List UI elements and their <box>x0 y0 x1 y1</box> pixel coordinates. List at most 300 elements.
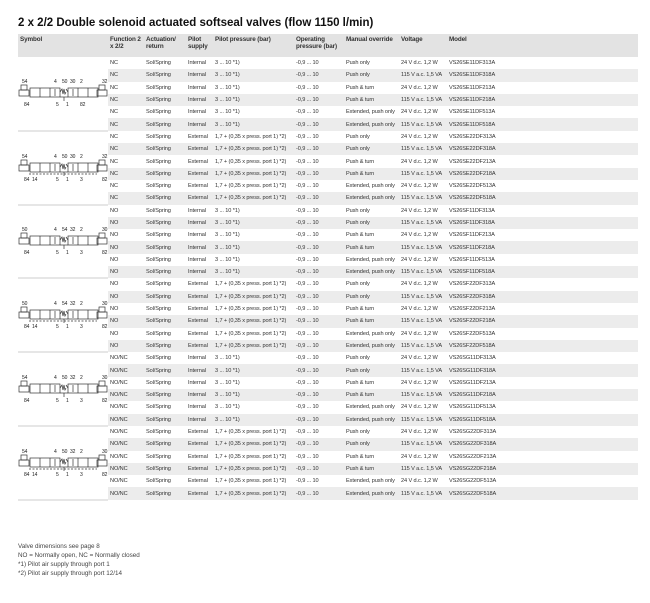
header-actuation: Actuation/ return <box>144 34 186 57</box>
cell-function: NC <box>108 168 144 180</box>
cell-voltage: 115 V a.c. 1,5 VA <box>399 69 447 81</box>
cell-pilot-pressure: 1,7 + (0,35 x press. port 1) *2) <box>213 438 294 450</box>
cell-pilot-supply: Internal <box>188 60 206 67</box>
port-label: 82 <box>102 324 108 331</box>
cell-pilot-pressure: 3 ... 10 *1) <box>213 94 294 106</box>
cell-manual-override: Push & turn <box>346 84 375 91</box>
cell-function: NO/NC <box>110 379 128 386</box>
cell-operating-pressure: -0,9 ... 10 <box>294 340 344 352</box>
cell-operating-pressure: -0,9 ... 10 <box>294 118 344 130</box>
port-label: 32 <box>70 448 76 455</box>
cell-manual-override: Push & turn <box>344 94 399 106</box>
cell-model: VS26SG22DF518A <box>447 487 638 499</box>
valve-symbol-icon <box>18 371 108 405</box>
cell-pilot-pressure: 3 ... 10 *1) <box>215 404 240 411</box>
cell-pilot-pressure: 3 ... 10 *1) <box>213 414 294 426</box>
header-voltage: Voltage <box>399 34 447 57</box>
cell-actuation: Sol/Spring <box>146 478 171 485</box>
cell-actuation: Sol/Spring <box>146 60 171 67</box>
valve-symbol-icon <box>18 150 108 184</box>
table-row <box>18 229 638 241</box>
cell-manual-override: Extended, push only <box>346 183 395 190</box>
port-label: 54 <box>22 153 28 160</box>
table-row <box>18 155 638 167</box>
cell-model: VS26SG22DF213A <box>449 453 497 460</box>
port-label: 50 <box>62 79 68 86</box>
cell-voltage: 115 V a.c. 1,5 VA <box>399 340 447 352</box>
cell-actuation: Sol/Spring <box>144 69 186 81</box>
valve-symbol-icon <box>18 75 108 109</box>
cell-model: VS26SG22DF218A <box>447 463 638 475</box>
cell-pilot-pressure: 1,7 + (0,35 x press. port 1) *2) <box>215 133 287 140</box>
cell-pilot-supply: Internal <box>188 404 206 411</box>
table-row <box>18 192 638 204</box>
cell-actuation: Sol/Spring <box>144 241 186 253</box>
port-label: 50 <box>22 301 28 308</box>
cell-model: VS26SE11DF313A <box>449 60 496 67</box>
port-label: 84 <box>24 398 30 405</box>
port-label: 84 <box>24 324 30 331</box>
cell-voltage: 115 V a.c. 1,5 VA <box>399 364 447 376</box>
cell-operating-pressure: -0,9 ... 10 <box>294 487 344 499</box>
header-symbol: Symbol <box>18 34 108 57</box>
port-label: 1 <box>66 471 69 478</box>
cell-operating-pressure: -0,9 ... 10 <box>294 266 344 278</box>
cell-voltage: 24 V d.c. 1,2 W <box>401 207 438 214</box>
cell-pilot-pressure: 3 ... 10 *1) <box>215 256 240 263</box>
cell-actuation: Sol/Spring <box>146 379 171 386</box>
cell-operating-pressure: -0,9 ... 10 <box>294 463 344 475</box>
header-operating-pressure: Operating pressure (bar) <box>294 34 344 57</box>
cell-voltage: 115 V a.c. 1,5 VA <box>399 438 447 450</box>
cell-pilot-pressure: 1,7 + (0,35 x press. port 1) *2) <box>215 330 287 337</box>
cell-operating-pressure: -0,9 ... 10 <box>294 217 344 229</box>
cell-voltage: 115 V a.c. 1,5 VA <box>399 192 447 204</box>
port-label: 32 <box>102 153 108 160</box>
port-label: 1 <box>66 176 69 183</box>
cell-model: VS26SF11DF313A <box>449 207 495 214</box>
table-row <box>18 487 638 499</box>
cell-function: NO/NC <box>110 404 128 411</box>
cell-voltage: 24 V d.c. 1,2 W <box>401 256 438 263</box>
cell-pilot-supply: Internal <box>188 232 206 239</box>
table-row <box>18 303 638 315</box>
cell-function: NO/NC <box>110 478 128 485</box>
port-label: 14 <box>32 471 38 478</box>
cell-actuation: Sol/Spring <box>146 158 171 165</box>
cell-function: NO/NC <box>110 429 128 436</box>
cell-model: VS26SE22DF213A <box>449 158 496 165</box>
cell-actuation: Sol/Spring <box>144 291 186 303</box>
cell-pilot-supply: External <box>186 291 213 303</box>
valve-table <box>18 34 638 501</box>
cell-function: NO <box>108 315 144 327</box>
cell-manual-override: Push & turn <box>346 379 375 386</box>
cell-model: VS26SE11DF513A <box>449 109 496 116</box>
port-label: 5 <box>56 324 59 331</box>
port-label: 2 <box>80 448 83 455</box>
cell-manual-override: Push & turn <box>344 315 399 327</box>
cell-actuation: Sol/Spring <box>144 438 186 450</box>
cell-function: NC <box>108 69 144 81</box>
cell-operating-pressure: -0,9 ... 10 <box>296 207 319 214</box>
cell-manual-override: Push & turn <box>346 158 375 165</box>
table-row <box>18 118 638 130</box>
cell-pilot-pressure: 3 ... 10 *1) <box>215 207 240 214</box>
cell-manual-override: Push only <box>344 69 399 81</box>
cell-actuation: Sol/Spring <box>144 168 186 180</box>
cell-pilot-pressure: 1,7 + (0,35 x press. port 1) *2) <box>213 463 294 475</box>
cell-actuation: Sol/Spring <box>144 315 186 327</box>
cell-function: NO/NC <box>110 453 128 460</box>
cell-manual-override: Push & turn <box>344 463 399 475</box>
cell-voltage: 115 V a.c. 1,5 VA <box>399 143 447 155</box>
port-label: 54 <box>22 448 28 455</box>
valve-symbol-icon <box>18 445 108 479</box>
cell-operating-pressure: -0,9 ... 10 <box>296 379 319 386</box>
cell-operating-pressure: -0,9 ... 10 <box>294 389 344 401</box>
port-label: 2 <box>80 301 83 308</box>
cell-function: NC <box>108 192 144 204</box>
cell-pilot-supply: External <box>188 330 208 337</box>
cell-function: NO/NC <box>108 438 144 450</box>
cell-function: NO/NC <box>108 414 144 426</box>
cell-model: VS26SG22DF318A <box>447 438 638 450</box>
cell-pilot-supply: External <box>188 158 208 165</box>
symbol-cell <box>18 352 108 426</box>
cell-model: VS26SE11DF213A <box>449 84 496 91</box>
cell-pilot-pressure: 1,7 + (0,35 x press. port 1) *2) <box>215 281 287 288</box>
port-label: 1 <box>66 324 69 331</box>
cell-voltage: 24 V d.c. 1,2 W <box>401 281 438 288</box>
port-label: 84 <box>24 176 30 183</box>
cell-voltage: 24 V d.c. 1,2 W <box>401 232 438 239</box>
port-label: 4 <box>54 448 57 455</box>
table-row <box>18 463 638 475</box>
cell-pilot-pressure: 1,7 + (0,35 x press. port 1) *2) <box>213 487 294 499</box>
cell-actuation: Sol/Spring <box>144 143 186 155</box>
port-label: 4 <box>54 301 57 308</box>
cell-model: VS26SF22DF313A <box>449 281 496 288</box>
cell-operating-pressure: -0,9 ... 10 <box>294 168 344 180</box>
cell-function: NC <box>108 94 144 106</box>
cell-voltage: 24 V d.c. 1,2 W <box>401 60 438 67</box>
cell-actuation: Sol/Spring <box>144 266 186 278</box>
cell-actuation: Sol/Spring <box>146 306 171 313</box>
cell-voltage: 24 V d.c. 1,2 W <box>401 306 438 313</box>
cell-operating-pressure: -0,9 ... 10 <box>296 60 319 67</box>
cell-pilot-pressure: 3 ... 10 *1) <box>213 69 294 81</box>
table-row <box>18 266 638 278</box>
cell-manual-override: Push only <box>344 291 399 303</box>
cell-operating-pressure: -0,9 ... 10 <box>294 143 344 155</box>
port-label: 3 <box>80 176 83 183</box>
cell-voltage: 115 V a.c. 1,5 VA <box>399 291 447 303</box>
port-label: 30 <box>70 79 76 86</box>
port-label: 30 <box>102 448 108 455</box>
cell-actuation: Sol/Spring <box>146 84 171 91</box>
cell-pilot-pressure: 3 ... 10 *1) <box>215 109 240 116</box>
table-row <box>18 438 638 450</box>
cell-function: NC <box>110 109 118 116</box>
cell-operating-pressure: -0,9 ... 10 <box>296 306 319 313</box>
cell-actuation: Sol/Spring <box>144 217 186 229</box>
cell-actuation: Sol/Spring <box>144 364 186 376</box>
cell-voltage: 115 V a.c. 1,5 VA <box>399 94 447 106</box>
valve-symbol-icon <box>18 223 108 257</box>
port-label: 50 <box>62 153 68 160</box>
table-row <box>18 94 638 106</box>
cell-function: NC <box>110 183 118 190</box>
cell-operating-pressure: -0,9 ... 10 <box>294 94 344 106</box>
port-label: 50 <box>62 448 68 455</box>
port-label: 84 <box>24 102 30 109</box>
cell-model: VS26SE22DF513A <box>449 183 496 190</box>
cell-pilot-pressure: 3 ... 10 *1) <box>213 217 294 229</box>
cell-voltage: 115 V a.c. 1,5 VA <box>399 315 447 327</box>
cell-voltage: 24 V d.c. 1,2 W <box>401 330 438 337</box>
cell-voltage: 115 V a.c. 1,5 VA <box>399 414 447 426</box>
cell-manual-override: Extended, push only <box>344 192 399 204</box>
footnotes <box>18 542 140 578</box>
cell-pilot-supply: External <box>188 281 208 288</box>
port-label: 3 <box>80 250 83 257</box>
cell-model: VS26SG11DF313A <box>449 355 496 362</box>
cell-manual-override: Push & turn <box>344 389 399 401</box>
cell-operating-pressure: -0,9 ... 10 <box>294 192 344 204</box>
symbol-cell <box>18 426 108 500</box>
cell-operating-pressure: -0,9 ... 10 <box>294 438 344 450</box>
cell-actuation: Sol/Spring <box>144 389 186 401</box>
cell-function: NC <box>108 118 144 130</box>
cell-operating-pressure: -0,9 ... 10 <box>296 158 319 165</box>
cell-actuation: Sol/Spring <box>144 340 186 352</box>
cell-pilot-supply: Internal <box>186 389 213 401</box>
port-label: 5 <box>56 471 59 478</box>
cell-actuation: Sol/Spring <box>146 453 171 460</box>
port-label: 4 <box>54 227 57 234</box>
cell-actuation: Sol/Spring <box>146 256 171 263</box>
cell-manual-override: Push only <box>346 355 370 362</box>
cell-function: NO <box>110 256 119 263</box>
cell-voltage: 24 V d.c. 1,2 W <box>401 84 438 91</box>
port-label: 32 <box>70 227 76 234</box>
cell-pilot-supply: External <box>188 133 208 140</box>
cell-pilot-supply: External <box>186 438 213 450</box>
cell-function: NO/NC <box>108 463 144 475</box>
cell-pilot-supply: External <box>188 453 208 460</box>
cell-manual-override: Extended, push only <box>344 414 399 426</box>
cell-operating-pressure: -0,9 ... 10 <box>296 256 319 263</box>
cell-operating-pressure: -0,9 ... 10 <box>294 414 344 426</box>
header-function: Function 2 x 2/2 <box>108 34 144 57</box>
table-row <box>18 180 638 192</box>
port-label: 54 <box>62 301 68 308</box>
symbol-cell <box>18 57 108 131</box>
cell-actuation: Sol/Spring <box>146 183 171 190</box>
table-row <box>18 82 638 94</box>
table-row <box>18 451 638 463</box>
cell-pilot-supply: Internal <box>186 94 213 106</box>
cell-actuation: Sol/Spring <box>146 109 171 116</box>
cell-function: NO <box>110 207 119 214</box>
cell-manual-override: Push only <box>346 429 370 436</box>
cell-voltage: 24 V d.c. 1,2 W <box>401 158 438 165</box>
cell-voltage: 24 V d.c. 1,2 W <box>401 109 438 116</box>
cell-voltage: 115 V a.c. 1,5 VA <box>399 118 447 130</box>
cell-pilot-supply: Internal <box>186 414 213 426</box>
cell-function: NO/NC <box>108 487 144 499</box>
cell-model: VS26SF22DF318A <box>447 291 638 303</box>
cell-pilot-pressure: 3 ... 10 *1) <box>215 232 240 239</box>
cell-pilot-supply: External <box>186 463 213 475</box>
cell-actuation: Sol/Spring <box>146 355 171 362</box>
cell-pilot-supply: External <box>186 340 213 352</box>
table-row <box>18 143 638 155</box>
cell-model: VS26SG22DF313A <box>449 429 497 436</box>
port-label: 4 <box>54 79 57 86</box>
cell-manual-override: Push only <box>346 207 370 214</box>
cell-operating-pressure: -0,9 ... 10 <box>296 232 319 239</box>
cell-voltage: 24 V d.c. 1,2 W <box>401 183 438 190</box>
cell-function: NO <box>110 330 119 337</box>
cell-pilot-pressure: 1,7 + (0,35 x press. port 1) *2) <box>213 143 294 155</box>
cell-operating-pressure: -0,9 ... 10 <box>296 478 319 485</box>
cell-operating-pressure: -0,9 ... 10 <box>296 133 319 140</box>
cell-operating-pressure: -0,9 ... 10 <box>296 355 319 362</box>
port-label: 30 <box>102 375 108 382</box>
table-row <box>18 217 638 229</box>
cell-function: NC <box>108 143 144 155</box>
table-row <box>18 168 638 180</box>
cell-function: NC <box>110 84 118 91</box>
cell-actuation: Sol/Spring <box>146 330 171 337</box>
cell-model: VS26SG11DF218A <box>447 389 638 401</box>
cell-pilot-supply: External <box>186 192 213 204</box>
cell-model: VS26SG11DF518A <box>447 414 638 426</box>
cell-manual-override: Extended, push only <box>346 330 395 337</box>
cell-pilot-pressure: 1,7 + (0,35 x press. port 1) *2) <box>215 478 287 485</box>
port-label: 50 <box>62 375 68 382</box>
port-label: 5 <box>56 176 59 183</box>
cell-pilot-pressure: 3 ... 10 *1) <box>213 118 294 130</box>
cell-pilot-supply: External <box>186 168 213 180</box>
header-manual-override: Manual override <box>344 34 399 57</box>
cell-function: NO <box>108 266 144 278</box>
cell-manual-override: Extended, push only <box>344 118 399 130</box>
cell-pilot-supply: Internal <box>186 241 213 253</box>
cell-voltage: 115 V a.c. 1,5 VA <box>399 487 447 499</box>
cell-actuation: Sol/Spring <box>144 414 186 426</box>
port-label: 1 <box>66 102 69 109</box>
cell-actuation: Sol/Spring <box>144 192 186 204</box>
note: NO = Normally open, NC = Normally closed <box>18 552 140 559</box>
port-label: 32 <box>70 375 76 382</box>
port-label: 82 <box>80 102 86 109</box>
cell-pilot-supply: External <box>188 429 208 436</box>
cell-voltage: 24 V d.c. 1,2 W <box>401 478 438 485</box>
port-label: 84 <box>24 471 30 478</box>
table-row <box>18 57 638 69</box>
port-label: 2 <box>80 153 83 160</box>
port-label: 30 <box>102 301 108 308</box>
cell-actuation: Sol/Spring <box>144 94 186 106</box>
port-label: 14 <box>32 324 38 331</box>
cell-pilot-supply: Internal <box>186 364 213 376</box>
port-label: 3 <box>80 398 83 405</box>
cell-function: NO/NC <box>108 389 144 401</box>
cell-model: VS26SF22DF218A <box>447 315 638 327</box>
port-label: 82 <box>102 398 108 405</box>
cell-model: VS26SE22DF218A <box>447 168 638 180</box>
cell-model: VS26SF22DF213A <box>449 306 496 313</box>
port-label: 82 <box>102 250 108 257</box>
cell-model: VS26SE22DF518A <box>447 192 638 204</box>
header-pilot-supply: Pilot supply <box>186 34 213 57</box>
cell-manual-override: Push & turn <box>344 168 399 180</box>
cell-pilot-pressure: 3 ... 10 *1) <box>215 355 240 362</box>
cell-operating-pressure: -0,9 ... 10 <box>294 241 344 253</box>
cell-operating-pressure: -0,9 ... 10 <box>296 404 319 411</box>
port-label: 5 <box>56 102 59 109</box>
cell-pilot-supply: External <box>188 183 208 190</box>
port-label: 30 <box>70 153 76 160</box>
note: *2) Pilot air supply through port 12/14 <box>18 570 122 577</box>
cell-manual-override: Extended, push only <box>344 487 399 499</box>
cell-pilot-supply: External <box>188 306 208 313</box>
cell-pilot-pressure: 1,7 + (0,35 x press. port 1) *2) <box>215 306 287 313</box>
cell-voltage: 115 V a.c. 1,5 VA <box>399 463 447 475</box>
table-row <box>18 364 638 376</box>
cell-manual-override: Push only <box>344 217 399 229</box>
symbol-cell <box>18 278 108 352</box>
port-label: 50 <box>22 227 28 234</box>
port-label: 4 <box>54 375 57 382</box>
cell-voltage: 24 V d.c. 1,2 W <box>401 133 438 140</box>
cell-operating-pressure: -0,9 ... 10 <box>294 291 344 303</box>
cell-pilot-supply: Internal <box>186 266 213 278</box>
cell-pilot-pressure: 1,7 + (0,35 x press. port 1) *2) <box>215 429 287 436</box>
cell-actuation: Sol/Spring <box>144 463 186 475</box>
cell-model: VS26SF22DF518A <box>447 340 638 352</box>
cell-pilot-pressure: 1,7 + (0,35 x press. port 1) *2) <box>215 183 287 190</box>
table-row <box>18 340 638 352</box>
port-label: 82 <box>102 471 108 478</box>
cell-pilot-supply: Internal <box>186 118 213 130</box>
cell-actuation: Sol/Spring <box>144 118 186 130</box>
cell-voltage: 115 V a.c. 1,5 VA <box>399 217 447 229</box>
cell-actuation: Sol/Spring <box>146 429 171 436</box>
port-label: 5 <box>56 398 59 405</box>
cell-pilot-supply: External <box>186 143 213 155</box>
cell-pilot-pressure: 3 ... 10 *1) <box>213 241 294 253</box>
cell-voltage: 115 V a.c. 1,5 VA <box>399 266 447 278</box>
cell-actuation: Sol/Spring <box>146 281 171 288</box>
port-label: 32 <box>102 79 108 86</box>
cell-manual-override: Extended, push only <box>346 404 395 411</box>
cell-voltage: 24 V d.c. 1,2 W <box>401 453 438 460</box>
port-label: 82 <box>102 176 108 183</box>
port-label: 1 <box>66 250 69 257</box>
cell-pilot-supply: Internal <box>188 109 206 116</box>
cell-model: VS26SG11DF213A <box>449 379 496 386</box>
table-row <box>18 291 638 303</box>
cell-model: VS26SG11DF513A <box>449 404 496 411</box>
table-row <box>18 401 638 413</box>
cell-function: NO <box>110 232 119 239</box>
cell-manual-override: Extended, push only <box>346 109 395 116</box>
cell-model: VS26SF11DF518A <box>447 266 638 278</box>
